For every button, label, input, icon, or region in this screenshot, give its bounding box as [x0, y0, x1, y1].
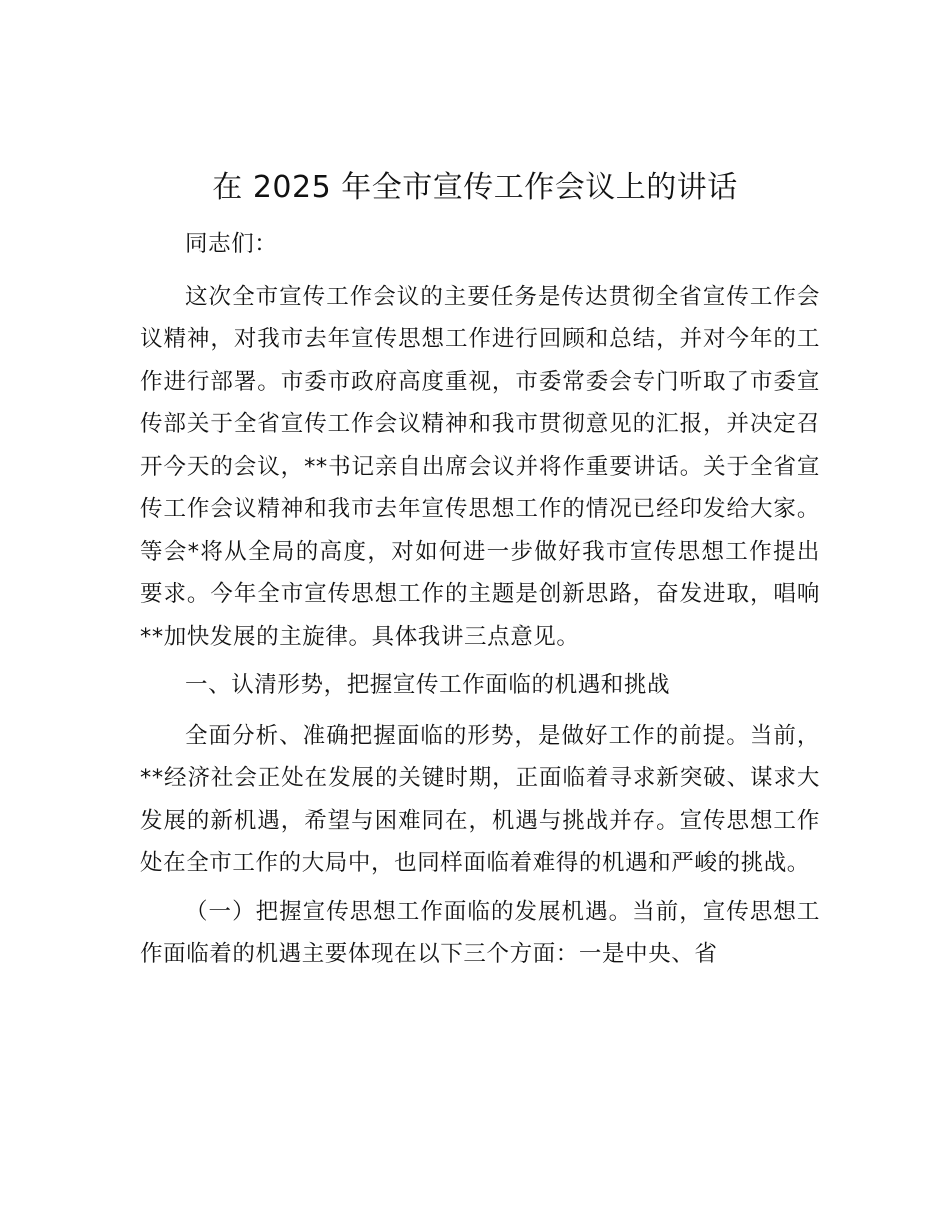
greeting: 同志们：	[185, 231, 278, 257]
paragraph-situation: 全面分析、准确把握面临的形势，是做好工作的前提。当前，**经济社会正处在发展的关键时期，正面临着寻求新突破、谋求大发展的新机遇，希望与困难同在，机遇与挑战并存。宣传思想工作处在全市工作的大局中，也同样面临着难得的机遇和严峻的挑战。	[140, 722, 820, 876]
section-heading-1: 一、认清形势，把握宣传工作面临的机遇和挑战	[185, 672, 671, 698]
paragraph-intro: 这次全市宣传工作会议的主要任务是传达贯彻全省宣传工作会议精神，对我市去年宣传思想工作进行回顾和总结，并对今年的工作进行部署。市委市政府高度重视，市委常委会专门听取了市委宣传部关于全省宣传工作会议精神和我市贯彻意见的汇报，并决定召开今天的会议，**书记亲自出席会议并将作重要讲话。关于全省宣传工作会议精神和我市去年宣传思想工作的情况已经印发给大家。等会*将从全局的高度，对如何进一步做好我市宣传思想工作提出要求。今年全市宣传思想工作的主题是创新思路，奋发进取，唱响**加快发展的主旋律。具体我讲三点意见。	[140, 283, 820, 650]
document-body	[140, 223, 820, 982]
document-title: 在 2025 年全市宣传工作会议上的讲话	[212, 170, 738, 205]
paragraph-opportunities: （一）把握宣传思想工作面临的发展机遇。当前，宣传思想工作面临着的机遇主要体现在以下三个方面：一是中央、省	[140, 898, 820, 967]
